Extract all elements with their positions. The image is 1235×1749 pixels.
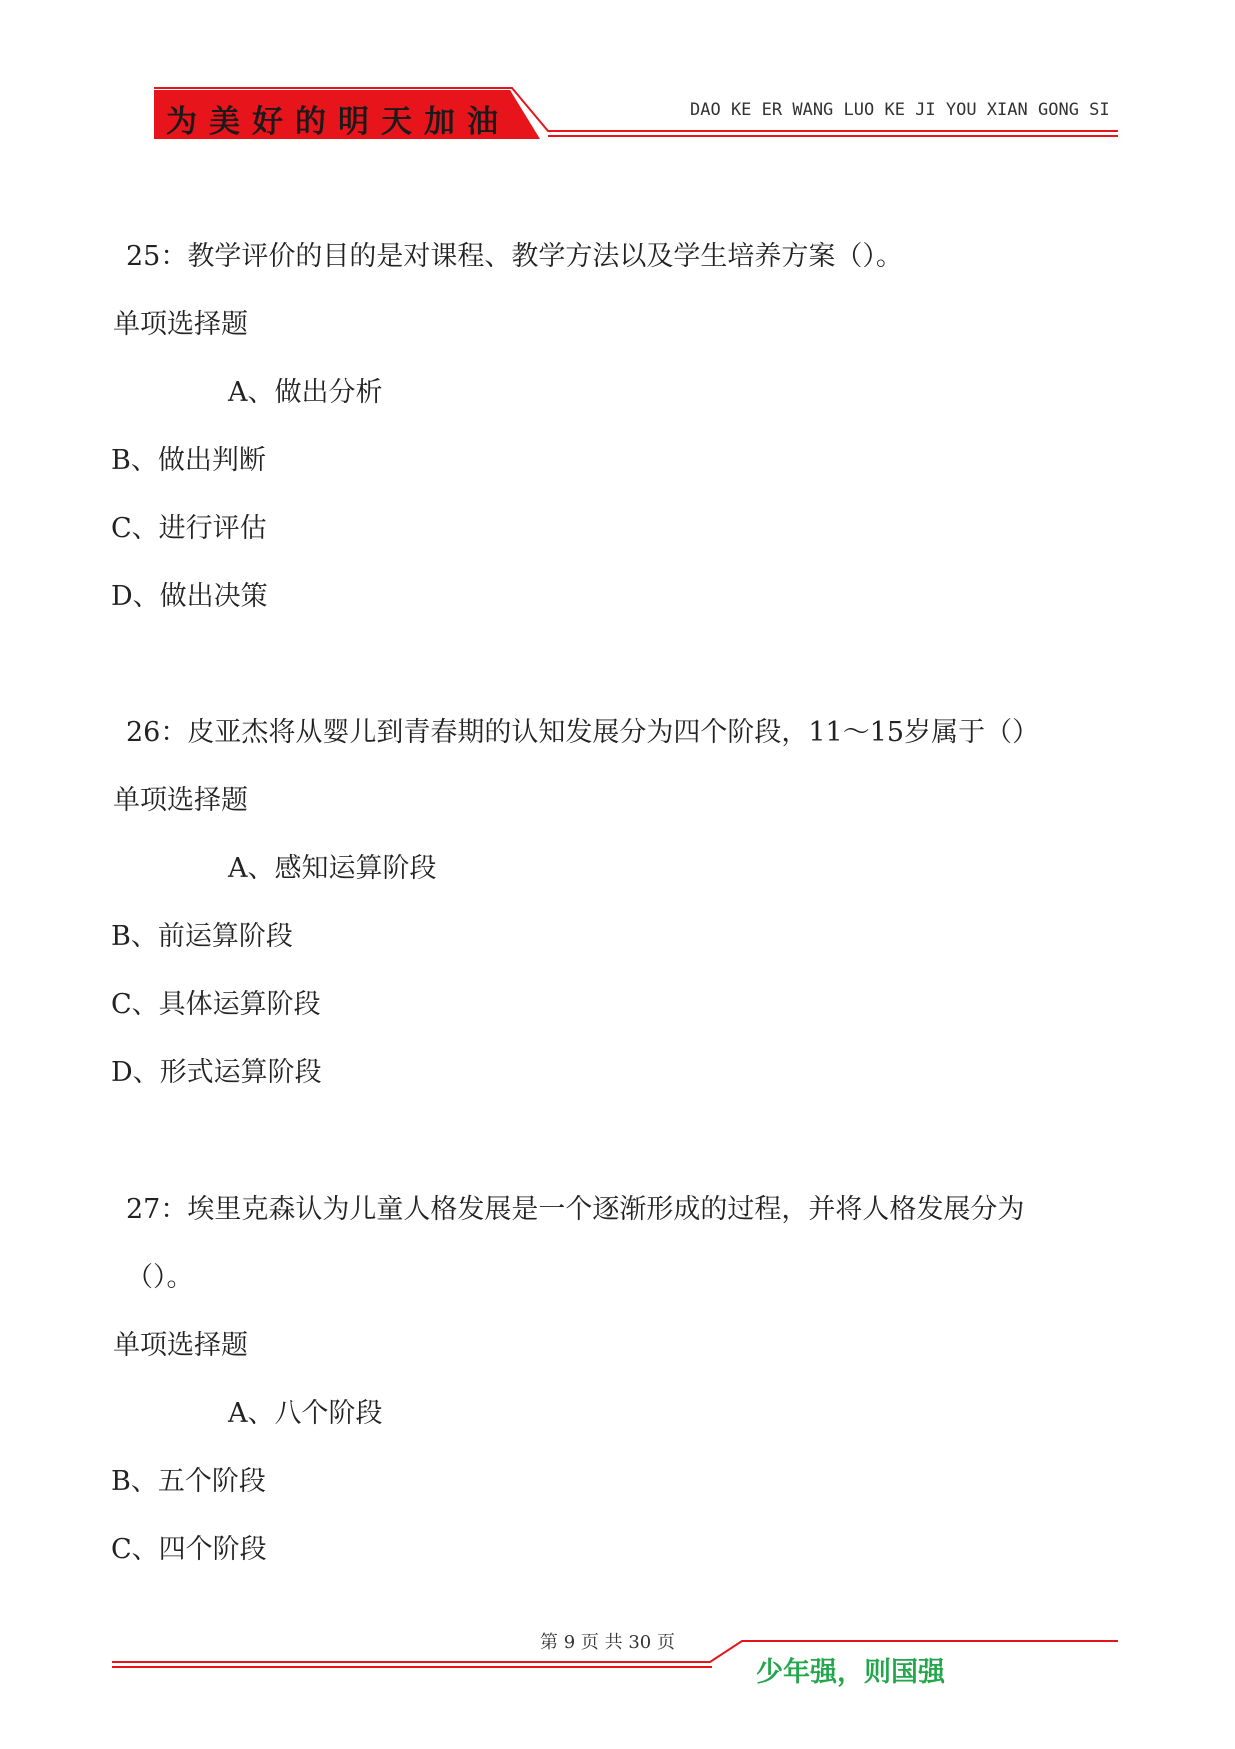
- question-26-option-d: D、形式运算阶段: [111, 1057, 322, 1088]
- header-company-name: DAO KE ER WANG LUO KE JI YOU XIAN GONG SI: [690, 100, 1110, 120]
- question-27-option-b: B、五个阶段: [111, 1466, 266, 1497]
- question-27-option-a: A、八个阶段: [228, 1398, 383, 1429]
- question-25-stem: 25：教学评价的目的是对课程、教学方法以及学生培养方案（）。: [126, 241, 903, 272]
- page-header: [0, 0, 1235, 160]
- question-25-type: 单项选择题: [113, 309, 248, 340]
- question-25-option-c: C、进行评估: [111, 513, 267, 544]
- question-27-stem-line-1: 27：埃里克森认为儿童人格发展是一个逐渐形成的过程，并将人格发展分为: [126, 1194, 1025, 1225]
- question-26-stem: 26：皮亚杰将从婴儿到青春期的认知发展分为四个阶段，11～15岁属于（）: [126, 717, 1040, 748]
- question-25-option-b: B、做出判断: [111, 445, 266, 476]
- question-25-option-d: D、做出决策: [111, 581, 268, 612]
- question-26-type: 单项选择题: [113, 785, 248, 816]
- question-27-type: 单项选择题: [113, 1330, 248, 1361]
- question-26-option-a: A、感知运算阶段: [228, 853, 437, 884]
- page-number: 第 9 页 共 30 页: [540, 1632, 675, 1653]
- header-slogan: 为美好的明天加油: [166, 104, 510, 140]
- question-25-option-a: A、做出分析: [228, 377, 383, 408]
- footer-motto: 少年强，则国强: [756, 1657, 945, 1688]
- question-26-option-c: C、具体运算阶段: [111, 989, 321, 1020]
- question-27-stem-line-2: （）。: [126, 1262, 194, 1293]
- question-27-option-c: C、四个阶段: [111, 1534, 267, 1565]
- question-26-option-b: B、前运算阶段: [111, 921, 293, 952]
